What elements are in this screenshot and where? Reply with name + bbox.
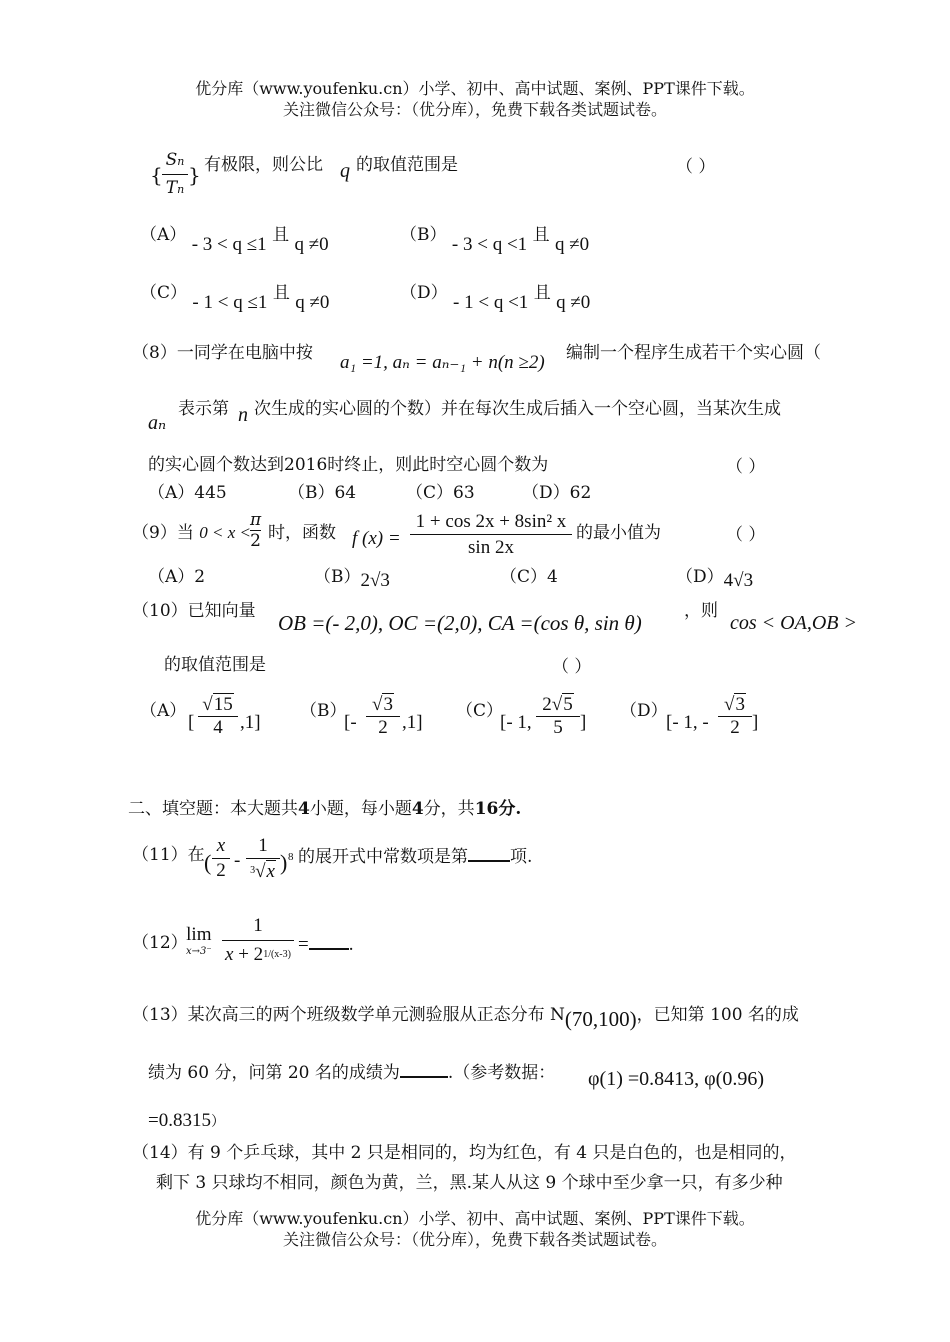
q9-text3: 的最小值为 xyxy=(576,523,661,543)
q8-formula: a₁ =1, aₙ = aₙ₋₁ + n(n ≥2) xyxy=(340,352,545,373)
q12-limit: lim x→3⁻ xyxy=(186,924,212,957)
q8-var-a: aₙ xyxy=(148,412,167,434)
q9-fx: f (x) = xyxy=(352,528,401,549)
q8-line-1: （8）一同学在电脑中按 xyxy=(132,343,313,363)
q10-text2: ，则 xyxy=(684,601,718,621)
q14-line-1: （14）有 9 个乒乓球，其中 2 只是相同的，均为红色，有 4 只是白色的，也是相同的， xyxy=(132,1143,797,1163)
q7-text2: 的取值范围是 xyxy=(356,155,458,175)
q8-var-n: n xyxy=(238,404,248,426)
q10-line-1: （10）已知向量 xyxy=(132,601,256,621)
q8-option-b: （B）64 xyxy=(288,483,357,503)
q13-line-1: （13）某次高三的两个班级数学单元测验服从正态分布 N(70,100)，已知第 100 名的成 xyxy=(132,1005,799,1031)
q9-option-c: （C）4 xyxy=(500,567,558,587)
footer-line-2: 关注微信公众号：（优分库），免费下载各类试题试卷。 xyxy=(282,1230,667,1249)
q9-text2: 时，函数 xyxy=(268,523,336,543)
q14-line-2: 剩下 3 只球均不相同，颜色为黄，兰，黑.某人从这 9 个球中至少拿一只，有多少种 xyxy=(156,1173,783,1193)
q12-equals: = . xyxy=(298,930,353,958)
q7-option-c: （C） - 1 < q ≤1 且 q ≠0 xyxy=(140,283,330,313)
q13-line-3: =0.8315） xyxy=(148,1110,225,1131)
q7-option-a: （A） - 3 < q ≤1 且 q ≠0 xyxy=(140,225,329,255)
q12-fraction: 1 $x + 2^{1/(x-3)}$ xyxy=(222,912,294,969)
q11-line: （11）在 xyxy=(132,845,205,865)
q9-line: （9）当 0 < x < xyxy=(132,523,251,543)
q7-option-b: （B） - 3 < q <1 且 q ≠0 xyxy=(400,225,590,255)
q10-formula2: cos < OA,OB > xyxy=(730,612,857,634)
q9-pi-over-2: π 2 xyxy=(250,510,262,551)
q8-option-a: （A）445 xyxy=(148,483,227,503)
section-2-heading: 二、填空题：本大题共4小题，每小题4分，共16分. xyxy=(128,799,522,819)
q12-answer-blank[interactable] xyxy=(309,930,349,950)
q7-option-d: （D） - 1 < q <1 且 q ≠0 xyxy=(400,283,591,313)
footer-line-1: 优分库（www.youfenku.cn）小学、初中、高中试题、案例、PPT课件下载。 xyxy=(195,1209,755,1228)
q11-expression: ( x 2 - 1 $^3$√x ) 8 xyxy=(204,835,294,882)
q12-num: （12） xyxy=(132,933,188,953)
q10-text3: 的取值范围是 xyxy=(164,655,266,675)
q8-text5: 的实心圆个数达到2016时终止，则此时空心圆个数为 xyxy=(148,455,549,475)
q9-option-a: （A）2 xyxy=(148,567,206,587)
q7-var: q xyxy=(340,160,350,182)
q9-option-b: （B）2√3 xyxy=(314,567,390,591)
q10-option-c: （C） xyxy=(456,701,504,721)
header-line-1: 优分库（www.youfenku.cn）小学、初中、高中试题、案例、PPT课件下载。 xyxy=(195,79,755,98)
q8-answer-paren: （ ） xyxy=(726,457,766,477)
q8-text2: 编制一个程序生成若干个实心圆（ xyxy=(566,343,821,363)
q10-option-b: （B） xyxy=(300,701,347,721)
q10-option-a: （A） xyxy=(140,701,187,721)
q10-answer-paren: （ ） xyxy=(552,657,592,677)
q13-line-2: 绩为 60 分，问第 20 名的成绩为 .（参考数据： xyxy=(148,1058,555,1086)
q8-option-d: （D）62 xyxy=(522,483,592,503)
q9-answer-paren: （ ） xyxy=(726,525,766,545)
q8-option-c: （C）63 xyxy=(406,483,475,503)
q11-text: 的展开式中常数项是第 项. xyxy=(298,842,532,870)
q8-text4: 次生成的实心圆的个数）并在每次生成后插入一个空心圆，当某次生成 xyxy=(254,399,781,419)
q9-option-d: （D）4√3 xyxy=(676,567,754,591)
q9-fraction: 1 + cos 2x + 8sin² x sin 2x xyxy=(410,510,572,561)
q13-ref: φ(1) =0.8413, φ(0.96) xyxy=(588,1068,765,1090)
q13-answer-blank[interactable] xyxy=(400,1058,448,1078)
q7-answer-paren: （ ） xyxy=(676,157,716,177)
q8-text3: 表示第 xyxy=(178,399,229,419)
header-line-2: 关注微信公众号：（优分库），免费下载各类试题试卷。 xyxy=(282,100,667,119)
q7-text: 有极限，则公比 xyxy=(204,155,323,175)
q10-option-d: （D） xyxy=(620,701,668,721)
q10-formula: OB =(- 2,0), OC =(2,0), CA =(cos θ, sin θ) xyxy=(278,611,642,635)
q11-answer-blank[interactable] xyxy=(468,842,510,862)
